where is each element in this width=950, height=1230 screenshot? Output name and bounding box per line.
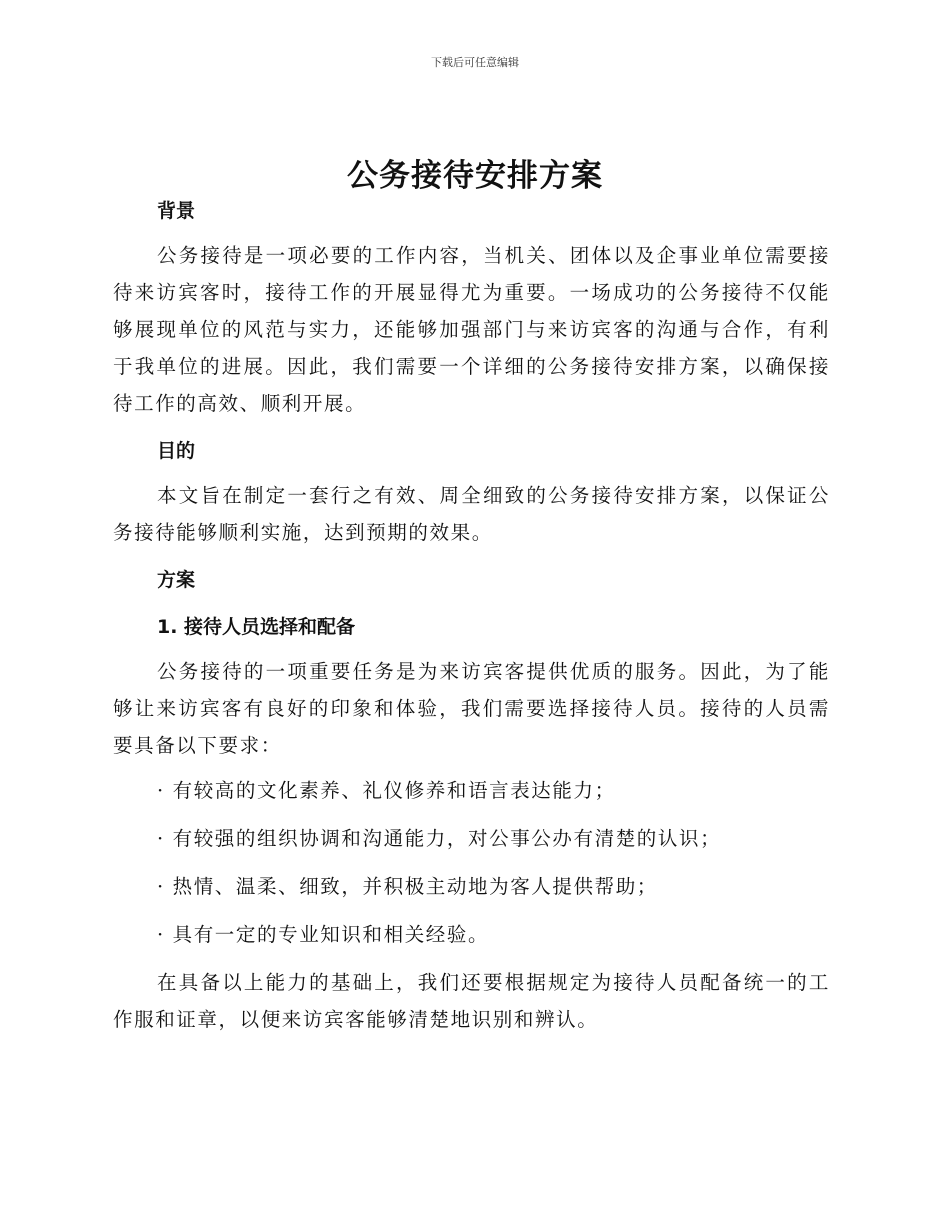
- paragraph-background: 公务接待是一项必要的工作内容，当机关、团体以及企事业单位需要接待来访宾客时，接待工作的开展显得尤为重要。一场成功的公务接待不仅能够展现单位的风范与实力，还能够加强部门与来访宾客的沟通与合作，有利于我单位的进展。因此，我们需要一个详细的公务接待安排方案，以确保接待工作的高效、顺利开展。: [113, 244, 830, 415]
- requirement-item: · 热情、温柔、细致，并积极主动地为客人提供帮助；: [157, 875, 658, 898]
- requirement-item: · 有较高的文化素养、礼仪修养和语言表达能力；: [157, 779, 616, 802]
- paragraph-purpose: 本文旨在制定一套行之有效、周全细致的公务接待安排方案，以保证公务接待能够顺利实施，达到预期的效果。: [113, 484, 830, 544]
- document-title: 公务接待安排方案: [347, 158, 603, 194]
- document-body: [113, 193, 830, 1038]
- section-heading-purpose: 目的: [157, 440, 196, 462]
- page-header-note: 下载后可任意编辑: [431, 56, 519, 69]
- requirement-item: · 有较强的组织协调和沟通能力，对公事公办有清楚的认识；: [157, 827, 722, 850]
- section-heading-background: 背景: [157, 200, 196, 222]
- paragraph-staff-intro: 公务接待的一项重要任务是为来访宾客提供优质的服务。因此，为了能够让来访宾客有良好的印象和体验，我们需要选择接待人员。接待的人员需要具备以下要求：: [113, 660, 830, 757]
- section-heading-plan: 方案: [157, 569, 196, 591]
- requirement-item: · 具有一定的专业知识和相关经验。: [157, 923, 490, 946]
- subsection-heading-staff: 1. 接待人员选择和配备: [157, 616, 356, 638]
- paragraph-staff-closing: 在具备以上能力的基础上，我们还要根据规定为接待人员配备统一的工作服和证章，以便来访宾客能够清楚地识别和辨认。: [113, 971, 830, 1031]
